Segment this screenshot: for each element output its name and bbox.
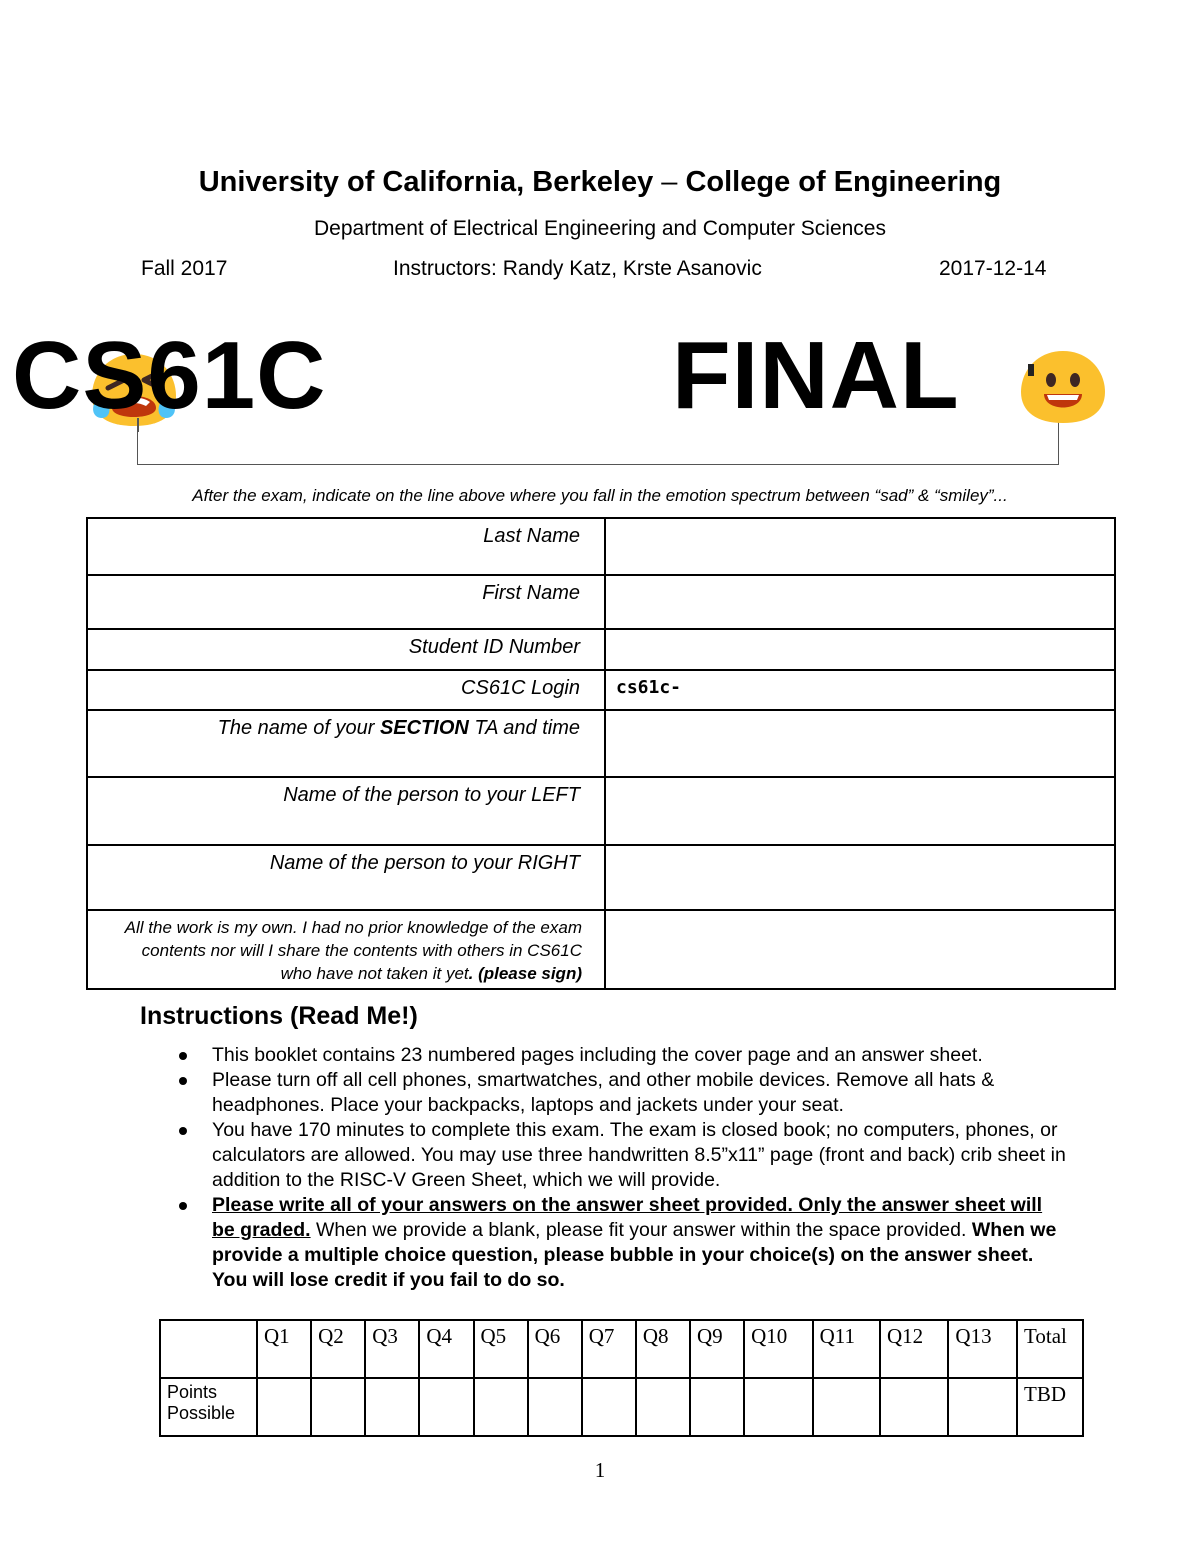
left-person-field[interactable] (605, 777, 1115, 845)
multiple-choice-notice: When we provide a multiple choice question, please bubble in your choice(s) on the answer sheet. You will lose credit if you fail to do so. (212, 1219, 1057, 1291)
section-ta-label-pre: The name of your (217, 717, 380, 739)
points-cell-q9 (690, 1378, 744, 1436)
points-cell-q13 (948, 1378, 1017, 1436)
university-name: University of California, Berkeley (198, 166, 654, 198)
points-table (159, 1319, 1084, 1437)
points-cell-q7 (582, 1378, 636, 1436)
last-name-label: Last Name (87, 518, 605, 575)
bullet-icon (179, 1077, 187, 1085)
points-cell-q2 (311, 1378, 365, 1436)
right-person-field[interactable] (605, 845, 1115, 910)
points-header-q11: Q11 (813, 1320, 880, 1378)
points-cell-q5 (474, 1378, 528, 1436)
instruction-item (174, 1193, 1069, 1293)
instructions-list (174, 1043, 1069, 1293)
section-ta-label-post: TA and time (468, 717, 580, 739)
heading-dash: – (661, 166, 678, 198)
instruction-text: This booklet contains 23 numbered pages including the cover page and an answer sheet. (212, 1044, 983, 1066)
instruction-text: You have 170 minutes to complete this exam. The exam is closed book; no computers, phones, or calculators are allowed. You may use three handwritten 8.5”x11” page (front and back) crib sheet in addition to the RISC-V Green Sheet, which we will provide. (212, 1119, 1066, 1191)
points-header-q10: Q10 (744, 1320, 812, 1378)
points-cell-q3 (365, 1378, 419, 1436)
answer-sheet-notice: Please write all of your answers on the answer sheet provided. Only the answer sheet will be graded. (212, 1194, 1043, 1241)
points-header-q2: Q2 (311, 1320, 365, 1378)
points-header-q1: Q1 (257, 1320, 311, 1378)
section-ta-label (87, 710, 605, 777)
instructions-title: Instructions (Read Me!) (140, 1002, 418, 1030)
term: Fall 2017 (141, 257, 228, 280)
points-cell-q6 (528, 1378, 582, 1436)
section-ta-field[interactable] (605, 710, 1115, 777)
instruction-item (174, 1118, 1069, 1193)
login-field[interactable]: cs61c- (605, 670, 1115, 710)
points-header-q7: Q7 (582, 1320, 636, 1378)
honor-statement (87, 910, 605, 989)
student-id-label: Student ID Number (87, 629, 605, 670)
bullet-icon (179, 1127, 187, 1135)
student-id-field[interactable] (605, 629, 1115, 670)
first-name-label: First Name (87, 575, 605, 629)
please-sign-label: . (please sign) (468, 964, 582, 983)
points-header-blank (160, 1320, 257, 1378)
points-cell-q1 (257, 1378, 311, 1436)
instruction-item (174, 1043, 1069, 1068)
left-person-label: Name of the person to your LEFT (87, 777, 605, 845)
exam-title: FINAL (672, 322, 960, 429)
section-ta-label-bold: SECTION (379, 717, 469, 739)
smiley-marker (1028, 364, 1034, 376)
honor-line-3: who have not taken it yet (280, 964, 469, 983)
honor-line-1: All the work is my own. I had no prior knowledge of the exam (124, 918, 582, 937)
signature-field[interactable] (605, 910, 1115, 989)
points-header-q8: Q8 (636, 1320, 690, 1378)
bullet-icon (179, 1202, 187, 1210)
points-cell-q10 (744, 1378, 812, 1436)
points-header-q12: Q12 (880, 1320, 948, 1378)
bullet-icon (179, 1052, 187, 1060)
points-possible-label: Points Possible (160, 1378, 257, 1436)
course-title: CS61C (12, 322, 327, 429)
points-header-q13: Q13 (948, 1320, 1017, 1378)
instruction-text: Please turn off all cell phones, smartwatches, and other mobile devices. Remove all hats & headphones. Place your backpacks, laptops and jackets under your seat. (212, 1069, 995, 1116)
points-cell-q8 (636, 1378, 690, 1436)
smiley-face-icon (1018, 348, 1108, 426)
login-label: CS61C Login (87, 670, 605, 710)
first-name-field[interactable] (605, 575, 1115, 629)
points-header-q5: Q5 (474, 1320, 528, 1378)
college-name: College of Engineering (685, 166, 1002, 198)
instructors: Instructors: Randy Katz, Krste Asanovic (393, 257, 762, 280)
points-header-q6: Q6 (528, 1320, 582, 1378)
points-header-q4: Q4 (419, 1320, 473, 1378)
university-heading (0, 166, 1200, 199)
points-cell-total: TBD (1017, 1378, 1083, 1436)
points-header-q9: Q9 (690, 1320, 744, 1378)
blank-notice: When we provide a blank, please fit your answer within the space provided. (310, 1219, 972, 1241)
right-person-label: Name of the person to your RIGHT (87, 845, 605, 910)
last-name-field[interactable] (605, 518, 1115, 575)
exam-date: 2017-12-14 (939, 257, 1047, 280)
page-number: 1 (594, 1458, 606, 1482)
instruction-item (174, 1068, 1069, 1118)
student-info-table (86, 517, 1116, 990)
points-header-q3: Q3 (365, 1320, 419, 1378)
points-cell-q11 (813, 1378, 880, 1436)
emotion-caption: After the exam, indicate on the line above where you fall in the emotion spectrum between “sad” & “smiley”... (192, 486, 1008, 505)
department-name: Department of Electrical Engineering and Computer Sciences (314, 217, 886, 240)
points-cell-q12 (880, 1378, 948, 1436)
points-cell-q4 (419, 1378, 473, 1436)
points-header-total: Total (1017, 1320, 1083, 1378)
honor-line-2: contents nor will I share the contents with others in CS61C (141, 941, 582, 960)
